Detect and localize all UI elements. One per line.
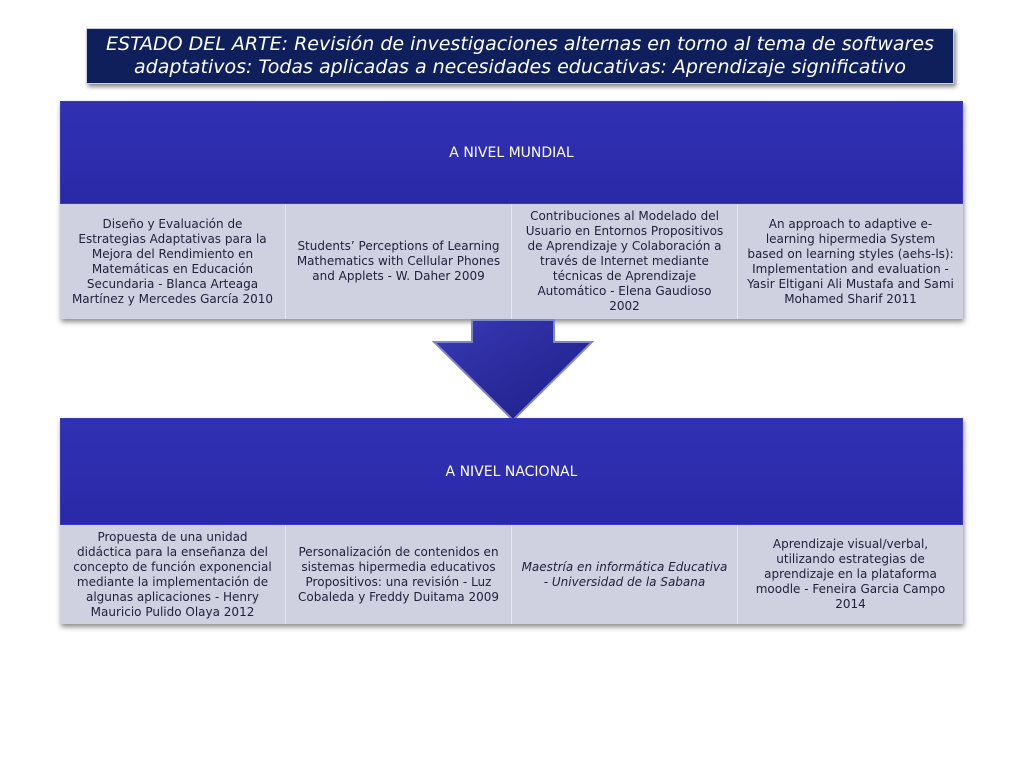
nacional-item-1: Propuesta de una unidad didáctica para la enseñanza del concepto de función exponencial mediante la implementación de algunas aplicaciones - Henry Mauricio Pulido Olaya 2012 xyxy=(60,525,286,624)
section-mundial xyxy=(60,101,963,319)
down-arrow-icon xyxy=(432,318,594,422)
mundial-item-2: Students’ Perceptions of Learning Mathematics with Cellular Phones and Applets - W. Daher 2009 xyxy=(286,204,512,319)
nacional-item-2: Personalización de contenidos en sistemas hipermedia educativos Propositivos: una revisión - Luz Cobaleda y Freddy Duitama 2009 xyxy=(286,525,512,624)
nacional-item-3: Maestría en informática Educativa - Universidad de la Sabana xyxy=(512,525,738,624)
mundial-item-4: An approach to adaptive e-learning hipermedia System based on learning styles (aehs-ls): Implementation and evaluation - Yasir Eltigani Ali Mustafa and Sami Mohamed Sharif 2011 xyxy=(738,204,963,319)
cells-mundial xyxy=(60,204,963,319)
nacional-item-4: Aprendizaje visual/verbal, utilizando estrategias de aprendizaje en la plataforma moodle - Feneira Garcia Campo 2014 xyxy=(738,525,963,624)
section-nacional xyxy=(60,418,963,624)
heading-nacional: A NIVEL NACIONAL xyxy=(60,418,963,525)
mundial-item-1: Diseño y Evaluación de Estrategias Adaptativas para la Mejora del Rendimiento en Matemáticas en Educación Secundaria - Blanca Arteaga Martínez y Mercedes García 2010 xyxy=(60,204,286,319)
heading-mundial: A NIVEL MUNDIAL xyxy=(60,101,963,204)
cells-nacional xyxy=(60,525,963,624)
diagram-title: ESTADO DEL ARTE: Revisión de investigaciones alternas en torno al tema de softwares adaptativos: Todas aplicadas a necesidades educativas: Aprendizaje significativo xyxy=(86,28,954,84)
mundial-item-3: Contribuciones al Modelado del Usuario en Entornos Propositivos de Aprendizaje y Colaboración a través de Internet mediante técnicas de Aprendizaje Automático - Elena Gaudioso 2002 xyxy=(512,204,738,319)
